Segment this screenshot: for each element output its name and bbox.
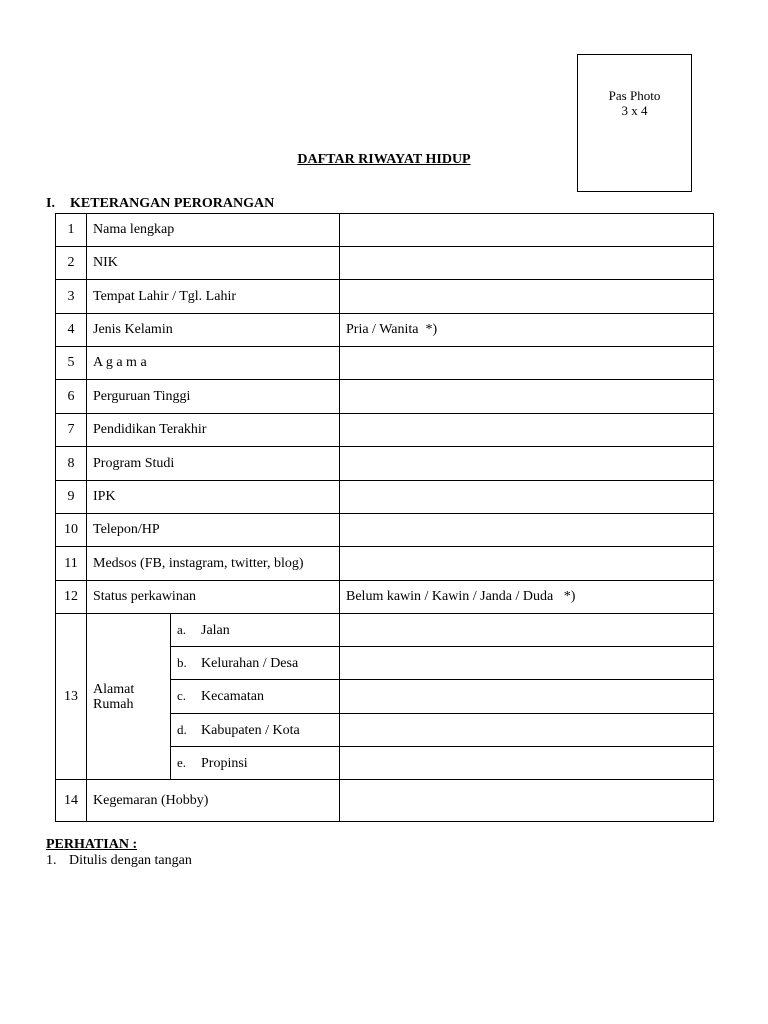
document-title: DAFTAR RIWAYAT HIDUP [297, 152, 471, 167]
table-row [56, 481, 714, 514]
row-label: A g a m a [87, 347, 340, 380]
sub-item-label: Kabupaten / Kota [201, 722, 300, 738]
table-row [56, 447, 714, 481]
row-value-field[interactable] [340, 380, 714, 414]
row-value-field[interactable] [340, 347, 714, 380]
row-number: 13 [56, 614, 87, 780]
address-value-field[interactable] [340, 747, 714, 780]
address-value-field[interactable] [340, 614, 714, 647]
row-number: 3 [56, 280, 87, 314]
photo-label: Pas Photo [608, 88, 661, 103]
sub-item-label: Propinsi [201, 755, 248, 771]
row-number: 12 [56, 581, 87, 614]
row-label: IPK [87, 481, 340, 514]
sub-item-label: Jalan [201, 622, 230, 638]
sub-item-label: Kecamatan [201, 689, 264, 704]
row-value-field[interactable] [340, 214, 714, 247]
row-label: Program Studi [87, 447, 340, 481]
table-row [56, 414, 714, 447]
row-number: 14 [56, 780, 87, 822]
row-value-field[interactable] [340, 414, 714, 447]
address-value-field[interactable] [340, 714, 714, 747]
row-number: 9 [56, 481, 87, 514]
notice-item-number: 1. [46, 853, 57, 868]
row-number: 5 [56, 347, 87, 380]
notice-item-text: Ditulis dengan tangan [69, 853, 192, 868]
section-number: I. [46, 196, 55, 211]
sub-item-letter: c. [177, 688, 187, 703]
table-row [56, 514, 714, 547]
table-row [56, 581, 714, 614]
sub-item-letter: e. [177, 754, 187, 770]
table-row [56, 247, 714, 280]
row-label: Pendidikan Terakhir [87, 414, 340, 447]
address-value-field[interactable] [340, 680, 714, 714]
row-label: Medsos (FB, instagram, twitter, blog) [87, 547, 340, 581]
row-value-field[interactable] [340, 547, 714, 581]
address-sub-label [171, 680, 340, 714]
section-heading [46, 196, 274, 212]
address-label [87, 614, 171, 780]
row-number: 2 [56, 247, 87, 280]
notice-item [46, 853, 192, 869]
table-row [56, 614, 714, 647]
row-label: NIK [87, 247, 340, 280]
row-value-field[interactable] [340, 280, 714, 314]
row-number: 1 [56, 214, 87, 247]
row-value-field[interactable] [340, 780, 714, 822]
table-row [56, 780, 714, 822]
photo-placeholder-box [577, 54, 692, 192]
sub-item-letter: d. [177, 721, 187, 737]
address-sub-label [171, 714, 340, 747]
address-value-field[interactable] [340, 647, 714, 680]
table-row [56, 347, 714, 380]
row-value-field[interactable]: Belum kawin / Kawin / Janda / Duda *) [340, 581, 714, 614]
table-row [56, 547, 714, 581]
address-sub-label [171, 747, 340, 780]
row-number: 4 [56, 314, 87, 347]
sub-item-letter: b. [177, 654, 187, 670]
photo-size-label: 3 x 4 [621, 103, 648, 118]
row-value-field[interactable] [340, 247, 714, 280]
row-label: Nama lengkap [87, 214, 340, 247]
row-number: 11 [56, 547, 87, 581]
table-row [56, 214, 714, 247]
notice-heading: PERHATIAN : [46, 837, 138, 852]
row-label: Kegemaran (Hobby) [87, 780, 340, 822]
table-row [56, 380, 714, 414]
personal-info-table [55, 213, 714, 822]
address-label-line1: Alamat [93, 681, 135, 697]
row-value-field[interactable] [340, 514, 714, 547]
address-sub-label [171, 614, 340, 647]
row-label: Status perkawinan [87, 581, 340, 614]
row-label: Perguruan Tinggi [87, 380, 340, 414]
address-label-line2: Rumah [93, 696, 134, 712]
sub-item-label: Kelurahan / Desa [201, 655, 299, 671]
table-row [56, 314, 714, 347]
sub-item-letter: a. [177, 621, 187, 637]
row-value-field[interactable] [340, 447, 714, 481]
row-label: Telepon/HP [87, 514, 340, 547]
row-number: 8 [56, 447, 87, 481]
section-title: KETERANGAN PERORANGAN [70, 196, 275, 211]
row-number: 7 [56, 414, 87, 447]
row-value-field[interactable] [340, 481, 714, 514]
address-sub-label [171, 647, 340, 680]
row-value-field[interactable]: Pria / Wanita *) [340, 314, 714, 347]
row-number: 6 [56, 380, 87, 414]
row-label: Jenis Kelamin [87, 314, 340, 347]
table-row [56, 280, 714, 314]
row-label: Tempat Lahir / Tgl. Lahir [87, 280, 340, 314]
row-number: 10 [56, 514, 87, 547]
